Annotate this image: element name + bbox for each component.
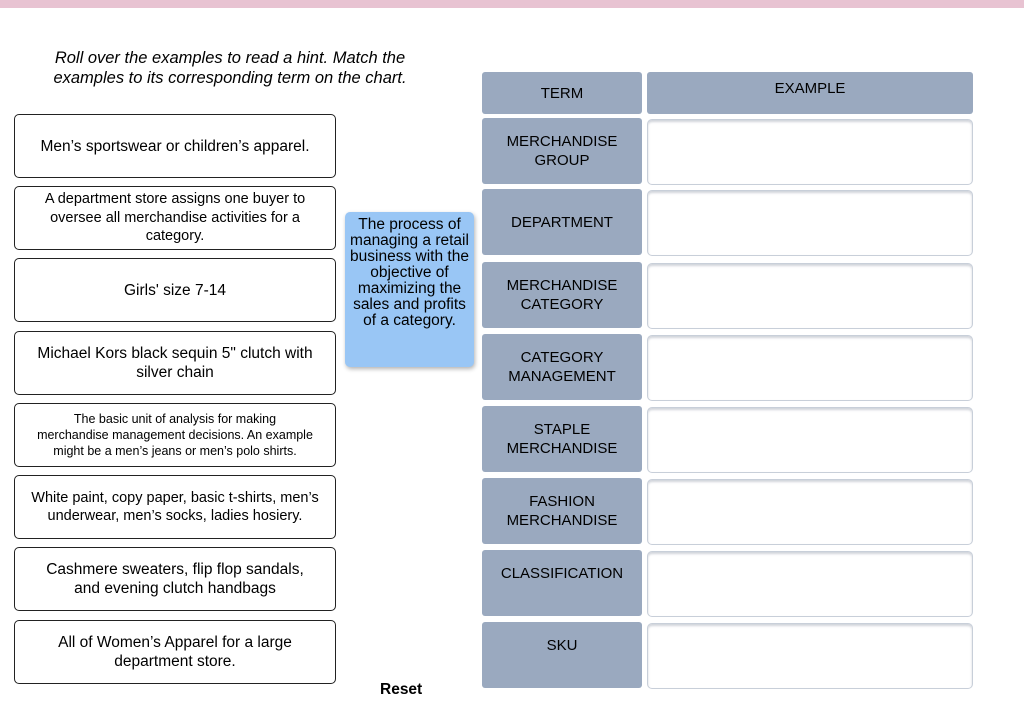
- drop-zone-classification[interactable]: [647, 551, 973, 617]
- hint-tooltip: The process of managing a retail business with the objective of maximizing the sales and profits of a category.: [345, 212, 474, 367]
- term-classification: CLASSIFICATION: [482, 550, 642, 616]
- term-sku: SKU: [482, 622, 642, 688]
- example-card-6[interactable]: White paint, copy paper, basic t-shirts, men’s underwear, men’s socks, ladies hosiery.: [14, 475, 336, 539]
- example-card-1[interactable]: Men’s sportswear or children’s apparel.: [14, 114, 336, 178]
- term-merchandise-category: MERCHANDISE CATEGORY: [482, 262, 642, 328]
- example-column-header: EXAMPLE: [647, 72, 973, 114]
- drop-zone-fashion-merchandise[interactable]: [647, 479, 973, 545]
- term-column-header: TERM: [482, 72, 642, 114]
- drop-zone-category-management[interactable]: [647, 335, 973, 401]
- reset-button[interactable]: Reset: [380, 681, 423, 698]
- drop-zone-merchandise-category[interactable]: [647, 263, 973, 329]
- term-fashion-merchandise: FASHION MERCHANDISE: [482, 478, 642, 544]
- top-strip: [0, 0, 1024, 8]
- example-card-2[interactable]: A department store assigns one buyer to oversee all merchandise activities for a category.: [14, 186, 336, 250]
- example-card-5[interactable]: The basic unit of analysis for making merchandise management decisions. An example might be a men’s jeans or men’s polo shirts.: [14, 403, 336, 467]
- drop-zone-sku[interactable]: [647, 623, 973, 689]
- example-card-3[interactable]: Girls' size 7-14: [14, 258, 336, 322]
- term-merchandise-group: MERCHANDISE GROUP: [482, 118, 642, 184]
- example-card-4[interactable]: Michael Kors black sequin 5" clutch with silver chain: [14, 331, 336, 395]
- drop-zone-merchandise-group[interactable]: [647, 119, 973, 185]
- term-category-management: CATEGORY MANAGEMENT: [482, 334, 642, 400]
- term-staple-merchandise: STAPLE MERCHANDISE: [482, 406, 642, 472]
- drop-zone-staple-merchandise[interactable]: [647, 407, 973, 473]
- example-card-8[interactable]: All of Women’s Apparel for a large department store.: [14, 620, 336, 684]
- instructions-text: Roll over the examples to read a hint. Match the examples to its corresponding term on the chart.: [53, 49, 407, 87]
- term-department: DEPARTMENT: [482, 189, 642, 255]
- drop-zone-department[interactable]: [647, 190, 973, 256]
- example-card-7[interactable]: Cashmere sweaters, flip flop sandals, and evening clutch handbags: [14, 547, 336, 611]
